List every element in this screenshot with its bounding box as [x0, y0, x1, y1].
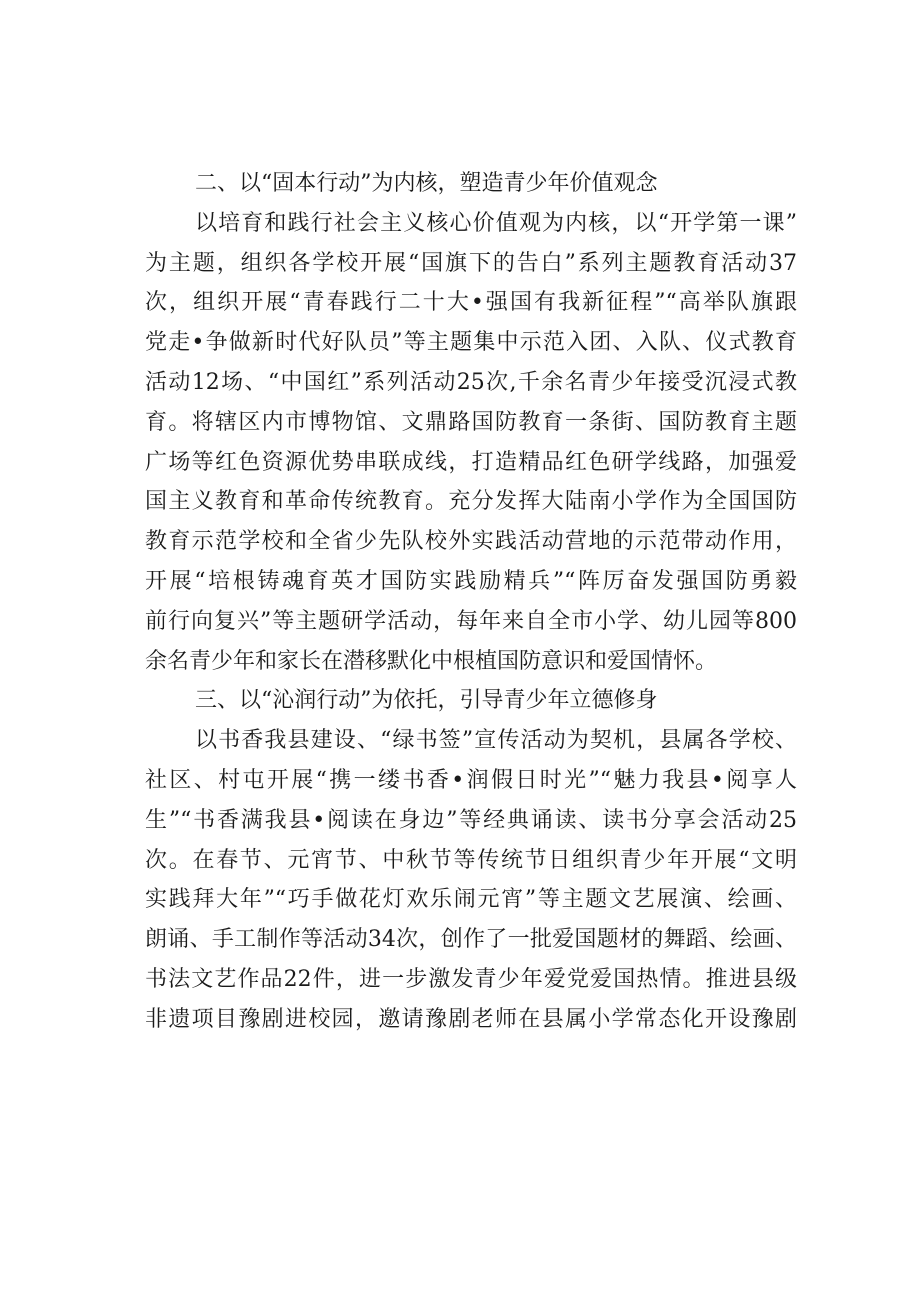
paragraph-line: 社区、村屯开展“携一缕书香•润假日时光”“魅力我县•阅享人 — [145, 767, 797, 793]
section-heading-2: 二、以“固本行动”为内核，塑造青少年价值观念 — [195, 171, 658, 196]
paragraph-line: 次，组织开展“青春践行二十大•强国有我新征程”“高举队旗跟 — [145, 290, 797, 316]
paragraph-line: 次。在春节、元宵节、中秋节等传统节日组织青少年开展“文明 — [145, 847, 797, 873]
paragraph-line: 国主义教育和革命传统教育。充分发挥大陆南小学作为全国国防 — [145, 489, 797, 515]
paragraph-line: 以书香我县建设、“绿书签”宣传活动为契机，县属各学校、 — [195, 728, 797, 754]
paragraph-line: 实践拜大年”“巧手做花灯欢乐闹元宵”等主题文艺展演、绘画、 — [145, 887, 797, 913]
paragraph-line: 开展“培根铸魂育英才国防实践励精兵”“阵厉奋发强国防勇毅 — [145, 568, 797, 594]
paragraph-line: 余名青少年和家长在潜移默化中根植国防意识和爱国情怀。 — [145, 648, 718, 674]
paragraph-line: 党走•争做新时代好队员”等主题集中示范入团、入队、仪式教育 — [145, 330, 797, 356]
paragraph-line: 生”“书香满我县•阅读在身边”等经典诵读、读书分享会活动25 — [145, 807, 797, 833]
section-heading-3: 三、以“沁润行动”为依托，引导青少年立德修身 — [195, 688, 658, 714]
paragraph-line: 活动12场、“中国红”系列活动25次,千余名青少年接受沉浸式教 — [145, 369, 797, 395]
paragraph-line: 广场等红色资源优势串联成线，打造精品红色研学线路，加强爱 — [145, 449, 797, 475]
paragraph-line: 书法文艺作品22件，进一步激发青少年爱党爱国热情。推进县级 — [145, 966, 797, 992]
paragraph-line: 育。将辖区内市博物馆、文鼎路国防教育一条街、国防教育主题 — [145, 409, 797, 435]
paragraph-line: 为主题，组织各学校开展“国旗下的告白”系列主题教育活动37 — [145, 250, 797, 276]
paragraph-line: 前行向复兴”等主题研学活动，每年来自全市小学、幼儿园等800 — [145, 608, 797, 634]
paragraph-line: 教育示范学校和全省少先队校外实践活动营地的示范带动作用， — [145, 529, 797, 555]
paragraph-line: 以培育和践行社会主义核心价值观为内核，以“开学第一课” — [195, 210, 797, 236]
paragraph-line: 朗诵、手工制作等活动34次，创作了一批爱国题材的舞蹈、绘画、 — [145, 927, 797, 953]
paragraph-line: 非遗项目豫剧进校园，邀请豫剧老师在县属小学常态化开设豫剧 — [145, 1006, 797, 1032]
document-body — [145, 164, 797, 1040]
